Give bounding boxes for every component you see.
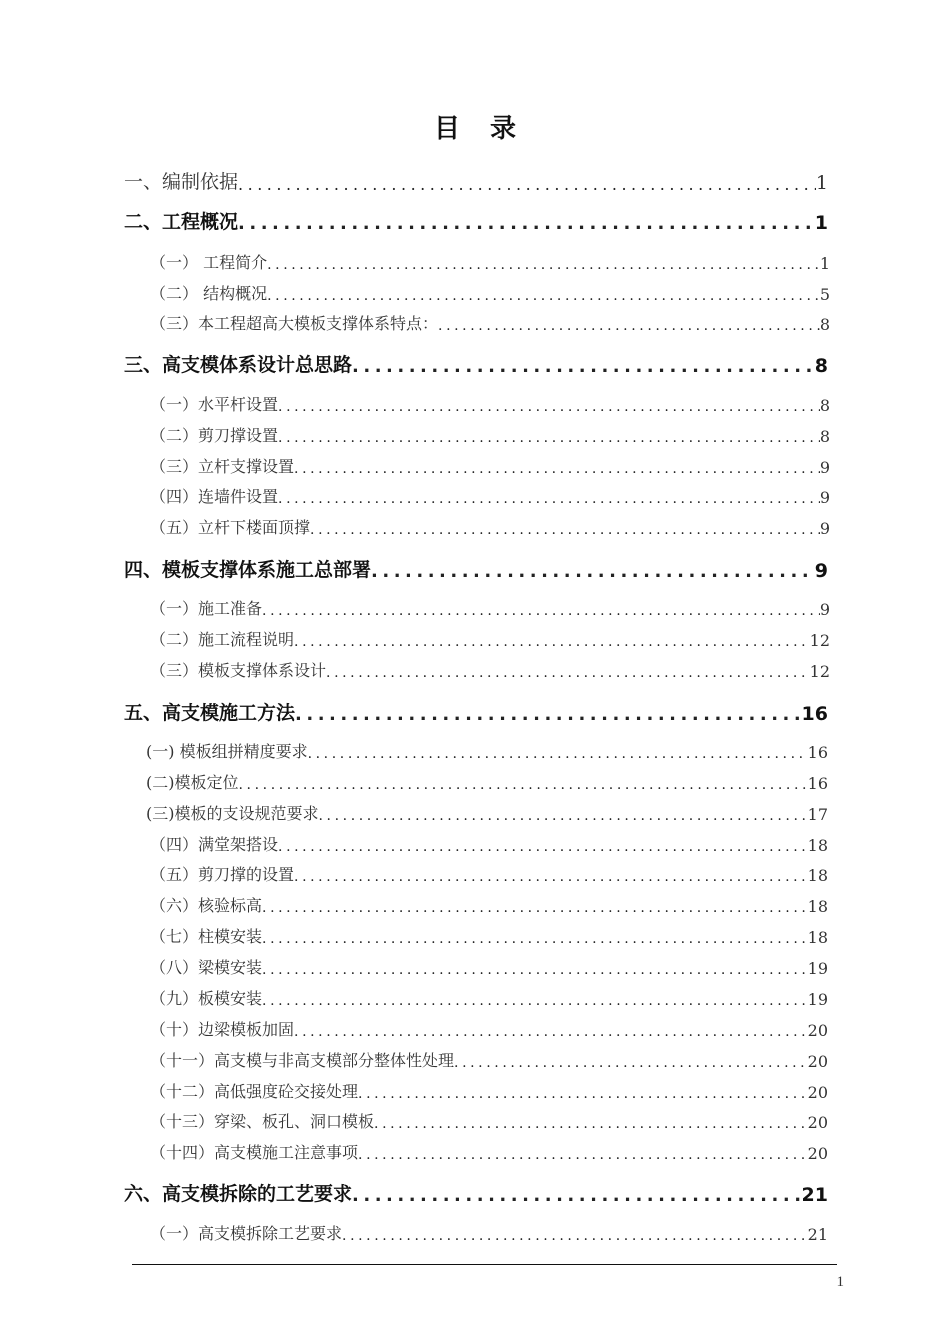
toc-dot-leader bbox=[278, 839, 808, 855]
toc-entry-1[interactable] bbox=[124, 168, 828, 194]
toc-entry-3-3[interactable] bbox=[150, 455, 830, 477]
toc-dot-leader bbox=[358, 1086, 808, 1102]
toc-page-number: 9 bbox=[814, 560, 828, 582]
footer-page-number: 1 bbox=[836, 1274, 844, 1290]
toc-dot-leader bbox=[352, 1185, 802, 1206]
toc-dot-leader bbox=[374, 1116, 808, 1132]
toc-entry-5-6[interactable] bbox=[150, 894, 828, 916]
toc-page-number: 1 bbox=[815, 172, 828, 194]
toc-entry-6-1[interactable] bbox=[150, 1222, 828, 1244]
toc-entry-label: 六、高支模拆除的工艺要求 bbox=[124, 1183, 353, 1205]
toc-page-number: 17 bbox=[807, 805, 828, 824]
toc-entry-label: （二）剪刀撑设置 bbox=[150, 426, 279, 445]
toc-dot-leader bbox=[267, 257, 820, 273]
toc-dot-leader bbox=[294, 634, 810, 650]
toc-entry-2-3[interactable] bbox=[150, 312, 830, 334]
toc-entry-3-4[interactable] bbox=[150, 485, 830, 507]
toc-entry-label: （三）本工程超高大模板支撑体系特点： bbox=[150, 314, 439, 333]
toc-entry-3-5[interactable] bbox=[150, 516, 830, 538]
toc-entry-5-14[interactable] bbox=[150, 1141, 828, 1163]
toc-page-number: 19 bbox=[807, 959, 828, 978]
toc-entry-5-7[interactable] bbox=[150, 925, 828, 947]
toc-entry-label: 二、工程概况 bbox=[124, 211, 239, 233]
toc-dot-leader bbox=[262, 603, 820, 619]
toc-entry-label: （五）剪刀撑的设置 bbox=[150, 865, 295, 884]
toc-page-number: 21 bbox=[807, 1225, 828, 1244]
toc-entry-label: 五、高支模施工方法 bbox=[124, 702, 296, 724]
toc-dot-leader bbox=[352, 356, 815, 377]
toc-dot-leader bbox=[438, 318, 820, 334]
toc-entry-5-13[interactable] bbox=[150, 1110, 828, 1132]
toc-entry-5-4[interactable] bbox=[150, 833, 828, 855]
footer-divider bbox=[132, 1264, 837, 1265]
toc-entry-5-2[interactable] bbox=[146, 771, 828, 793]
toc-dot-leader bbox=[295, 704, 802, 725]
toc-dot-leader bbox=[294, 1024, 808, 1040]
toc-dot-leader bbox=[310, 522, 820, 538]
toc-dot-leader bbox=[262, 931, 808, 947]
toc-entry-label: （八）梁模安装 bbox=[150, 958, 263, 977]
toc-page-number: 8 bbox=[814, 355, 828, 377]
toc-page-number: 19 bbox=[807, 990, 828, 1009]
toc-entry-label: （三）立杆支撑设置 bbox=[150, 457, 295, 476]
toc-entry-label: （十三）穿梁、板孔、洞口模板 bbox=[150, 1112, 375, 1131]
toc-entry-5-1[interactable] bbox=[146, 740, 828, 762]
toc-dot-leader bbox=[326, 665, 810, 681]
toc-page-number: 8 bbox=[819, 427, 830, 446]
toc-entry-3[interactable] bbox=[124, 351, 828, 377]
toc-entry-label: (三)模板的支设规范要求 bbox=[146, 804, 319, 823]
toc-entry-5-9[interactable] bbox=[150, 987, 828, 1009]
toc-entry-label: （十二）高低强度砼交接处理 bbox=[150, 1082, 359, 1101]
toc-dot-leader bbox=[454, 1055, 808, 1071]
toc-page-number: 20 bbox=[807, 1144, 828, 1163]
toc-page-number: 9 bbox=[819, 488, 830, 507]
toc-entry-label: （二） 结构概况 bbox=[150, 284, 268, 303]
toc-page-number: 1 bbox=[819, 254, 830, 273]
toc-entry-6[interactable] bbox=[124, 1180, 828, 1206]
toc-entry-label: 一、编制依据 bbox=[124, 171, 239, 193]
toc-page-number: 18 bbox=[807, 866, 828, 885]
toc-dot-leader bbox=[278, 430, 820, 446]
toc-page-number: 18 bbox=[807, 836, 828, 855]
toc-page-number: 9 bbox=[819, 600, 830, 619]
toc-entry-2-1[interactable] bbox=[150, 251, 830, 273]
toc-entry-label: (一) 模板组拼精度要求 bbox=[146, 742, 308, 761]
toc-page-number: 21 bbox=[801, 1184, 828, 1206]
toc-title: 目录 bbox=[433, 114, 546, 144]
toc-page-number: 20 bbox=[807, 1052, 828, 1071]
toc-entry-label: （二）施工流程说明 bbox=[150, 630, 295, 649]
toc-dot-leader bbox=[278, 399, 820, 415]
toc-page-number: 16 bbox=[807, 774, 828, 793]
toc-entry-5-8[interactable] bbox=[150, 956, 828, 978]
toc-entry-label: （六）核验标高 bbox=[150, 896, 263, 915]
toc-entry-label: （七）柱模安装 bbox=[150, 927, 263, 946]
toc-dot-leader bbox=[294, 461, 820, 477]
toc-page-number: 8 bbox=[819, 396, 830, 415]
toc-page-number: 8 bbox=[819, 315, 830, 334]
toc-page-number: 12 bbox=[809, 662, 830, 681]
toc-entry-4-1[interactable] bbox=[150, 597, 830, 619]
toc-entry-5-5[interactable] bbox=[150, 863, 828, 885]
toc-page-number: 9 bbox=[819, 519, 830, 538]
toc-page-number: 18 bbox=[807, 897, 828, 916]
toc-entry-5-10[interactable] bbox=[150, 1018, 828, 1040]
toc-entry-label: （一） 工程简介 bbox=[150, 253, 268, 272]
toc-entry-4-3[interactable] bbox=[150, 659, 830, 681]
toc-dot-leader bbox=[342, 1228, 808, 1244]
toc-dot-leader bbox=[262, 993, 808, 1009]
toc-entry-2-2[interactable] bbox=[150, 282, 830, 304]
toc-entry-label: （十一）高支模与非高支模部分整体性处理 bbox=[150, 1051, 455, 1070]
toc-entry-3-2[interactable] bbox=[150, 424, 830, 446]
toc-dot-leader bbox=[308, 746, 808, 762]
toc-page-number: 18 bbox=[807, 928, 828, 947]
toc-entry-label: （四）满堂架搭设 bbox=[150, 835, 279, 854]
toc-page-number: 20 bbox=[807, 1021, 828, 1040]
toc-entry-label: 四、模板支撑体系施工总部署 bbox=[124, 559, 372, 581]
toc-entry-label: （三）模板支撑体系设计 bbox=[150, 661, 327, 680]
toc-dot-leader bbox=[238, 175, 816, 194]
toc-entry-label: （十四）高支模施工注意事项 bbox=[150, 1143, 359, 1162]
toc-entry-2[interactable] bbox=[124, 208, 828, 234]
toc-dot-leader bbox=[371, 561, 815, 582]
toc-entry-label: （一）高支模拆除工艺要求 bbox=[150, 1224, 343, 1243]
toc-entry-5-3[interactable] bbox=[146, 802, 828, 824]
toc-entry-label: （一）施工准备 bbox=[150, 599, 263, 618]
toc-entry-4-2[interactable] bbox=[150, 628, 830, 650]
toc-dot-leader bbox=[238, 213, 815, 234]
toc-dot-leader bbox=[358, 1147, 808, 1163]
toc-dot-leader bbox=[319, 808, 808, 824]
toc-dot-leader bbox=[294, 869, 808, 885]
toc-dot-leader bbox=[278, 491, 820, 507]
toc-entry-label: （十）边梁模板加固 bbox=[150, 1020, 295, 1039]
toc-page-number: 20 bbox=[807, 1083, 828, 1102]
toc-entry-label: (二)模板定位 bbox=[146, 773, 239, 792]
toc-page-number: 5 bbox=[819, 285, 830, 304]
toc-dot-leader bbox=[267, 288, 820, 304]
toc-entry-label: 三、高支模体系设计总思路 bbox=[124, 354, 353, 376]
toc-page-number: 12 bbox=[809, 631, 830, 650]
toc-entry-5[interactable] bbox=[124, 699, 828, 725]
toc-page-number: 1 bbox=[814, 212, 828, 234]
toc-entry-5-11[interactable] bbox=[150, 1049, 828, 1071]
toc-entry-4[interactable] bbox=[124, 556, 828, 582]
toc-entry-label: （九）板模安装 bbox=[150, 989, 263, 1008]
toc-page-number: 16 bbox=[801, 703, 828, 725]
toc-dot-leader bbox=[239, 777, 808, 793]
toc-entry-label: （四）连墙件设置 bbox=[150, 487, 279, 506]
toc-page-number: 20 bbox=[807, 1113, 828, 1132]
toc-page-number: 9 bbox=[819, 458, 830, 477]
toc-entry-3-1[interactable] bbox=[150, 393, 830, 415]
toc-entry-label: （五）立杆下楼面顶撑 bbox=[150, 518, 311, 537]
toc-dot-leader bbox=[262, 900, 808, 916]
toc-page-number: 16 bbox=[807, 743, 828, 762]
toc-dot-leader bbox=[262, 962, 808, 978]
toc-entry-5-12[interactable] bbox=[150, 1080, 828, 1102]
toc-entry-label: （一）水平杆设置 bbox=[150, 395, 279, 414]
